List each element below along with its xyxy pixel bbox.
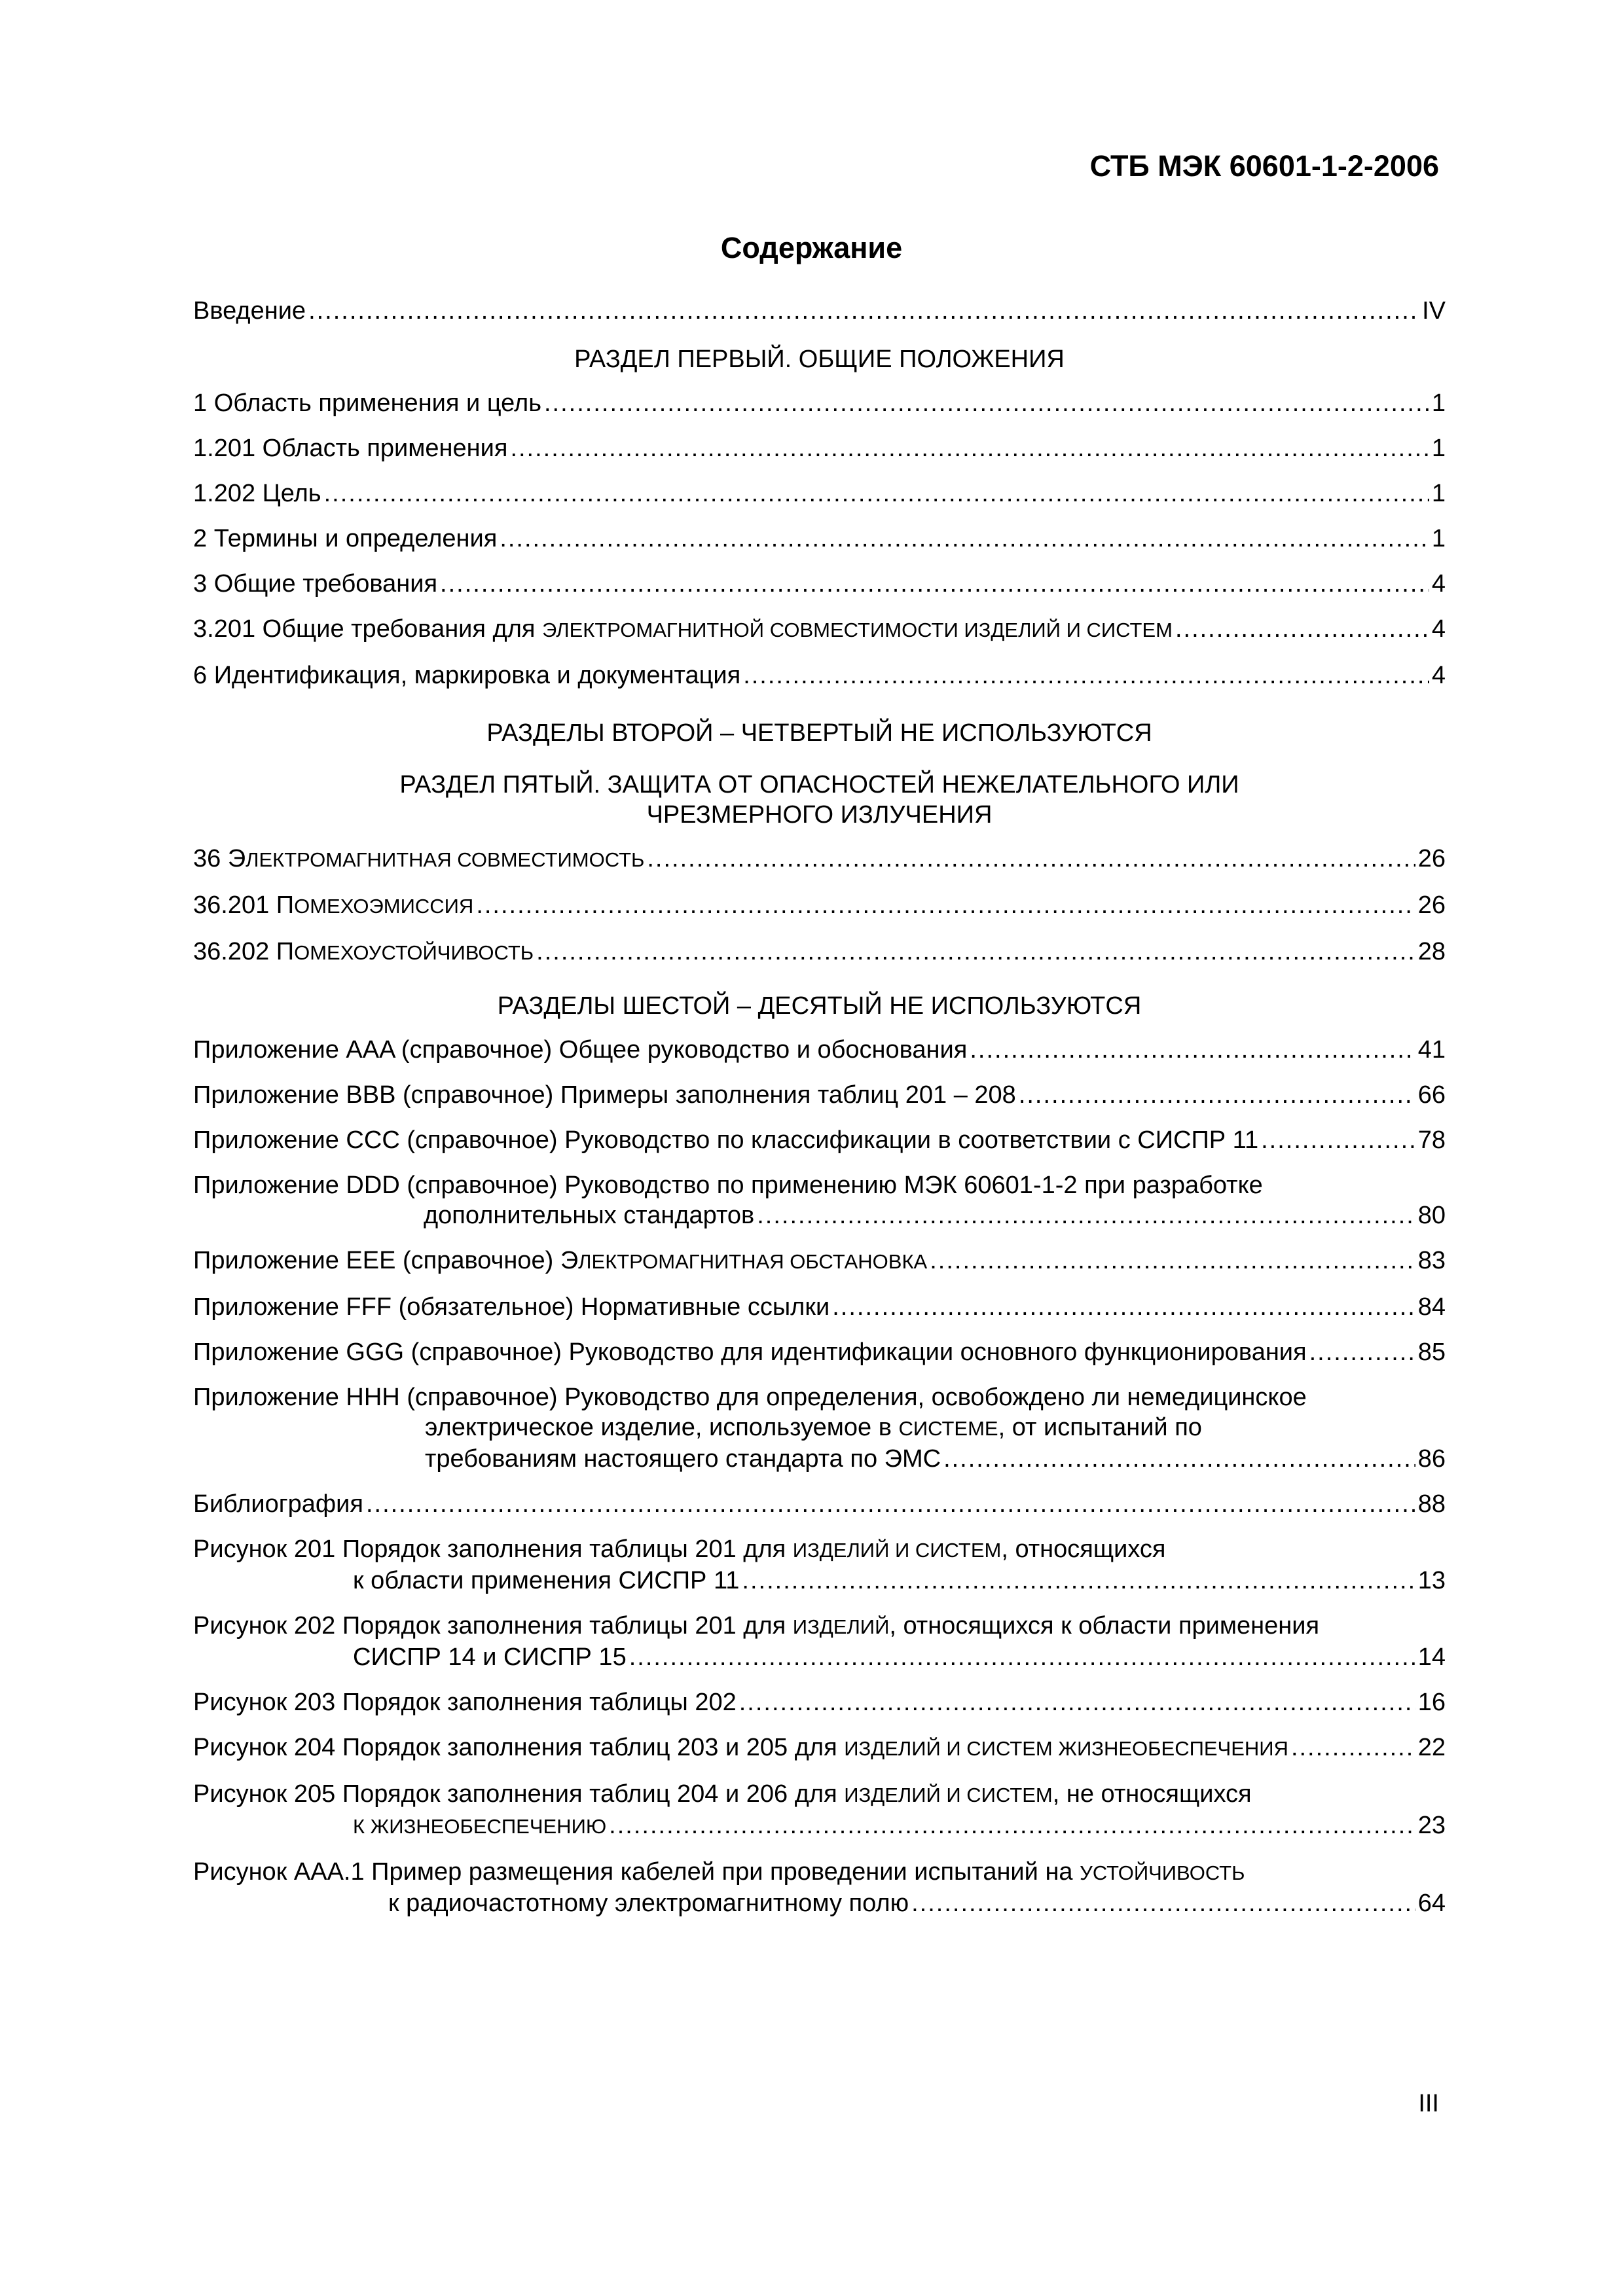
toc-entry-text: Приложение BBB (справочное) Примеры заполнения таблиц 201 – 208	[193, 1081, 1016, 1109]
toc-entry-text-cont: дополнительных стандартов	[424, 1202, 755, 1229]
toc-entry-page: 26	[1417, 891, 1446, 919]
toc-entry-annex-ccc[interactable]	[193, 1125, 1446, 1155]
toc-entry-1[interactable]	[193, 388, 1446, 418]
toc-entry-page: 84	[1417, 1293, 1446, 1321]
toc-entry-figure-aaa1[interactable]	[193, 1857, 1446, 1918]
toc-entry-36-201[interactable]	[193, 890, 1446, 922]
toc-entry-text: Приложение DDD (справочное) Руководство по применению МЭК 60601-1-2 при разработке	[193, 1172, 1263, 1199]
toc-entry-page: 4	[1431, 570, 1446, 598]
toc-entry-36[interactable]	[193, 844, 1446, 875]
page-number: III	[1418, 2090, 1439, 2117]
toc-entry-text: 1 Область применения и цель	[193, 389, 541, 417]
toc-entry-page: 14	[1417, 1643, 1446, 1671]
toc-entry-text: Рисунок 201 Порядок заполнения таблицы 201 для ИЗДЕЛИЙ И СИСТЕМ, относящихся	[193, 1535, 1166, 1563]
toc-entry-text: Приложение HHH (справочное) Руководство для определения, освобождено ли немедицинское	[193, 1384, 1307, 1411]
toc-entry-annex-eee[interactable]	[193, 1246, 1446, 1277]
toc-entry-page: 13	[1417, 1567, 1446, 1594]
toc-entry-text: 2 Термины и определения	[193, 525, 498, 552]
toc-entry-text-cont: к области применения СИСПР 11	[353, 1567, 740, 1594]
toc-entry-text: 36.201 ПОМЕХОЭМИССИЯ	[193, 891, 474, 919]
toc-entry-text: 6 Идентификация, маркировка и документация	[193, 662, 741, 689]
toc-entry-text: Приложение EEE (справочное) ЭЛЕКТРОМАГНИТНАЯ ОБСТАНОВКА	[193, 1247, 928, 1274]
toc-entry-text: 36.202 ПОМЕХОУСТОЙЧИВОСТЬ	[193, 938, 534, 965]
toc-entry-page: 85	[1417, 1338, 1446, 1366]
toc-entry-annex-ggg[interactable]	[193, 1337, 1446, 1367]
toc-entry-text: Рисунок 202 Порядок заполнения таблицы 201 для ИЗДЕЛИЙ, относящихся к области применения	[193, 1612, 1320, 1640]
toc-entry-text: Рисунок 204 Порядок заполнения таблиц 203 и 205 для ИЗДЕЛИЙ И СИСТЕМ ЖИЗНЕОБЕСПЕЧЕНИЯ	[193, 1734, 1288, 1761]
toc-entry-page: 66	[1417, 1081, 1446, 1109]
toc-entry-page: 64	[1417, 1890, 1446, 1917]
toc-entry-text: Приложение FFF (обязательное) Нормативные ссылки	[193, 1293, 830, 1321]
toc-entry-figure-205[interactable]	[193, 1779, 1446, 1842]
toc-entry-text: 1.201 Область применения	[193, 435, 508, 462]
toc-entry-page: 23	[1417, 1812, 1446, 1839]
toc-entry-intro[interactable]	[193, 296, 1446, 326]
toc-entry-6[interactable]	[193, 660, 1446, 691]
toc-entry-text: 3.201 Общие требования для ЭЛЕКТРОМАГНИТНОЙ СОВМЕСТИМОСТИ ИЗДЕЛИЙ И СИСТЕМ	[193, 615, 1173, 643]
toc-entry-text: Приложение CCC (справочное) Руководство по классификации в соответствии с СИСПР 11	[193, 1126, 1259, 1154]
section-heading-2: РАЗДЕЛЫ ВТОРОЙ – ЧЕТВЕРТЫЙ НЕ ИСПОЛЬЗУЮТСЯ	[486, 719, 1152, 747]
toc-entry-text-cont: К ЖИЗНЕОБЕСПЕЧЕНИЮ	[353, 1815, 607, 1838]
toc-entry-annex-aaa[interactable]	[193, 1035, 1446, 1065]
toc-entry-page: IV	[1422, 297, 1446, 325]
toc-entry-page: 1	[1431, 480, 1446, 507]
toc-entry-page: 1	[1431, 389, 1446, 417]
toc-entry-text: Приложение GGG (справочное) Руководство для идентификации основного функционирования	[193, 1338, 1307, 1366]
toc-entry-page: 80	[1417, 1202, 1446, 1229]
toc-entry-page: 86	[1417, 1445, 1446, 1473]
toc-entry-text: Введение	[193, 297, 306, 325]
toc-entry-page: 22	[1417, 1734, 1446, 1761]
toc-entry-page: 1	[1431, 435, 1446, 462]
toc-entry-text: 3 Общие требования	[193, 570, 438, 598]
toc-entry-3-201[interactable]	[193, 614, 1446, 645]
toc-entry-figure-201[interactable]	[193, 1534, 1446, 1596]
toc-entry-text: Рисунок AAA.1 Пример размещения кабелей при проведении испытаний на УСТОЙЧИВОСТЬ	[193, 1858, 1245, 1886]
section-heading-1: РАЗДЕЛ ПЕРВЫЙ. ОБЩИЕ ПОЛОЖЕНИЯ	[574, 346, 1065, 373]
toc-entry-page: 4	[1431, 615, 1446, 643]
toc-entry-figure-202[interactable]	[193, 1611, 1446, 1672]
toc-entry-text-cont: к радиочастотному электромагнитному полю	[388, 1890, 909, 1917]
toc-entry-text: 36 ЭЛЕКТРОМАГНИТНАЯ СОВМЕСТИМОСТЬ	[193, 845, 645, 872]
toc-entry-text-cont: электрическое изделие, используемое в СИСТЕМЕ, от испытаний по	[425, 1414, 1202, 1441]
toc-entry-3[interactable]	[193, 569, 1446, 599]
standard-id: СТБ МЭК 60601-1-2-2006	[1089, 149, 1439, 183]
toc-entry-text: Приложение AAA (справочное) Общее руководство и обоснования	[193, 1036, 968, 1064]
toc-entry-page: 41	[1417, 1036, 1446, 1064]
toc-entry-text-cont: требованиям настоящего стандарта по ЭМС	[425, 1445, 941, 1473]
section-heading-5: РАЗДЕЛ ПЯТЫЙ. ЗАЩИТА ОТ ОПАСНОСТЕЙ НЕЖЕЛАТЕЛЬНОГО ИЛИ ЧРЕЗМЕРНОГО ИЗЛУЧЕНИЯ	[399, 771, 1239, 829]
section-heading-6: РАЗДЕЛЫ ШЕСТОЙ – ДЕСЯТЫЙ НЕ ИСПОЛЬЗУЮТСЯ	[497, 992, 1142, 1020]
toc-entry-text-cont: СИСПР 14 и СИСПР 15	[353, 1643, 627, 1671]
page-title: Содержание	[720, 231, 903, 264]
toc-entry-text: Библиография	[193, 1490, 363, 1518]
toc-entry-text: Рисунок 203 Порядок заполнения таблицы 202	[193, 1689, 737, 1716]
toc-entry-annex-ddd[interactable]	[193, 1170, 1446, 1230]
toc-entry-1-202[interactable]	[193, 478, 1446, 509]
toc-entry-figure-204[interactable]	[193, 1732, 1446, 1764]
toc-entry-figure-203[interactable]	[193, 1687, 1446, 1717]
toc-entry-page: 1	[1431, 525, 1446, 552]
toc-entry-page: 16	[1417, 1689, 1446, 1716]
toc-entry-1-201[interactable]	[193, 433, 1446, 463]
toc-entry-annex-hhh[interactable]	[193, 1382, 1446, 1474]
toc-entry-page: 28	[1417, 938, 1446, 965]
toc-entry-page: 78	[1417, 1126, 1446, 1154]
toc-entry-page: 88	[1417, 1490, 1446, 1518]
toc-entry-36-202[interactable]	[193, 937, 1446, 968]
toc-entry-text: 1.202 Цель	[193, 480, 321, 507]
table-of-contents	[193, 296, 1446, 1933]
toc-entry-page: 4	[1431, 662, 1446, 689]
toc-entry-text: Рисунок 205 Порядок заполнения таблиц 204 и 206 для ИЗДЕЛИЙ И СИСТЕМ, не относящихся	[193, 1780, 1252, 1808]
toc-entry-annex-fff[interactable]	[193, 1292, 1446, 1322]
toc-entry-page: 83	[1417, 1247, 1446, 1274]
toc-entry-bibliography[interactable]	[193, 1489, 1446, 1519]
toc-entry-2[interactable]	[193, 524, 1446, 554]
toc-entry-annex-bbb[interactable]	[193, 1080, 1446, 1110]
toc-entry-page: 26	[1417, 845, 1446, 872]
